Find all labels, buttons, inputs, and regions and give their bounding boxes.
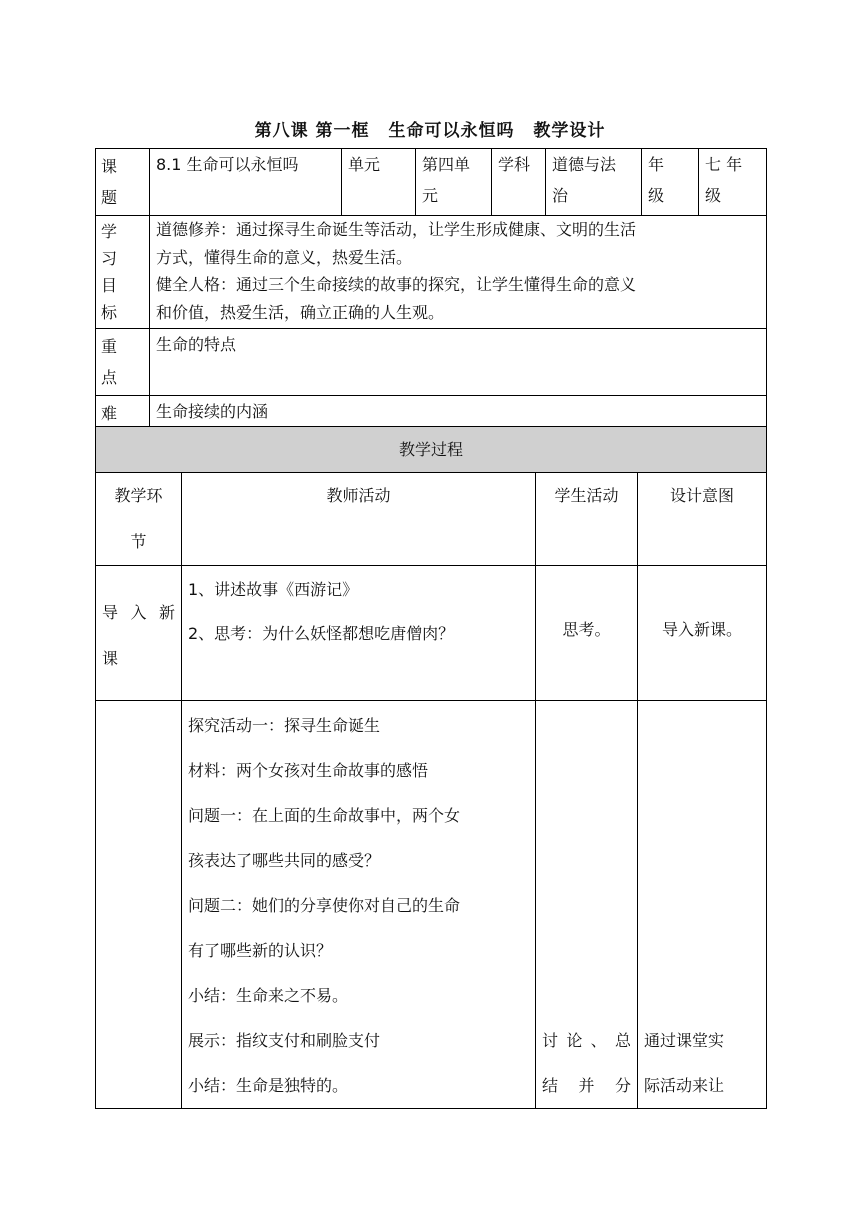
info-row: [96, 149, 767, 216]
grade-value: 七 年 级: [699, 149, 767, 216]
intro-row: [96, 566, 767, 701]
grade-label: 年 级: [642, 149, 699, 216]
explore-row: [96, 701, 767, 1109]
goals-label: 学 习 目 标: [96, 216, 150, 329]
page-title: [0, 116, 860, 141]
subject-value: 道德与法 治: [546, 149, 642, 216]
difficult-point-value: 生命接续的内涵: [150, 396, 767, 463]
col-student: 学生活动: [536, 473, 638, 566]
lesson-value: 8.1 生命可以永恒吗: [150, 149, 342, 216]
col-intent: 设计意图: [638, 473, 767, 566]
explore-stage: [96, 701, 182, 1109]
unit-value: 第四单 元: [416, 149, 492, 216]
subject-label: 学科: [492, 149, 546, 216]
key-point-value: 生命的特点: [150, 329, 767, 396]
difficult-point-label: 难: [96, 396, 150, 463]
teaching-process-table: [95, 426, 767, 1109]
explore-intent: 通过课堂实 际活动来让: [638, 701, 767, 1109]
process-columns-row: [96, 473, 767, 566]
key-point-row: [96, 329, 767, 396]
explore-teacher: 探究活动一：探寻生命诞生 材料：两个女孩对生命故事的感悟 问题一：在上面的生命故事中，两个女 孩表达了哪些共同的感受？ 问题二：她们的分享使你对自己的生命 有了哪些新的认识？ 小结：生命来之不易。 展示：指纹支付和刷脸支付 小结：生命是独特的。: [182, 701, 536, 1109]
col-stage: 教学环 节: [96, 473, 182, 566]
explore-student: 讨论、总 结 并 分: [536, 701, 638, 1109]
intro-intent: 导入新课。: [638, 566, 767, 701]
col-teacher: 教师活动: [182, 473, 536, 566]
process-header-row: [96, 427, 767, 473]
unit-label: 单元: [342, 149, 416, 216]
goals-row: [96, 216, 767, 329]
lesson-label: 课 题: [96, 149, 150, 216]
intro-stage: 导 入 新 课: [96, 566, 182, 701]
goals-text: 道德修养：通过探寻生命诞生等活动，让学生形成健康、文明的生活 方式，懂得生命的意义，热爱生活。 健全人格：通过三个生命接续的故事的探究，让学生懂得生命的意义 和价值，热爱生活，确立正确的人生观。: [150, 216, 767, 329]
title-part-design: 教学设计: [533, 121, 606, 141]
intro-student: 思考。: [536, 566, 638, 701]
lesson-info-table: [95, 148, 767, 463]
intro-teacher: 1、讲述故事《西游记》 2、思考：为什么妖怪都想吃唐僧肉？: [182, 566, 536, 701]
key-point-label: 重 点: [96, 329, 150, 396]
process-header: 教学过程: [96, 427, 767, 473]
title-part-topic: 生命可以永恒吗: [388, 121, 515, 141]
title-part-lesson: 第八课 第一框: [254, 121, 370, 141]
